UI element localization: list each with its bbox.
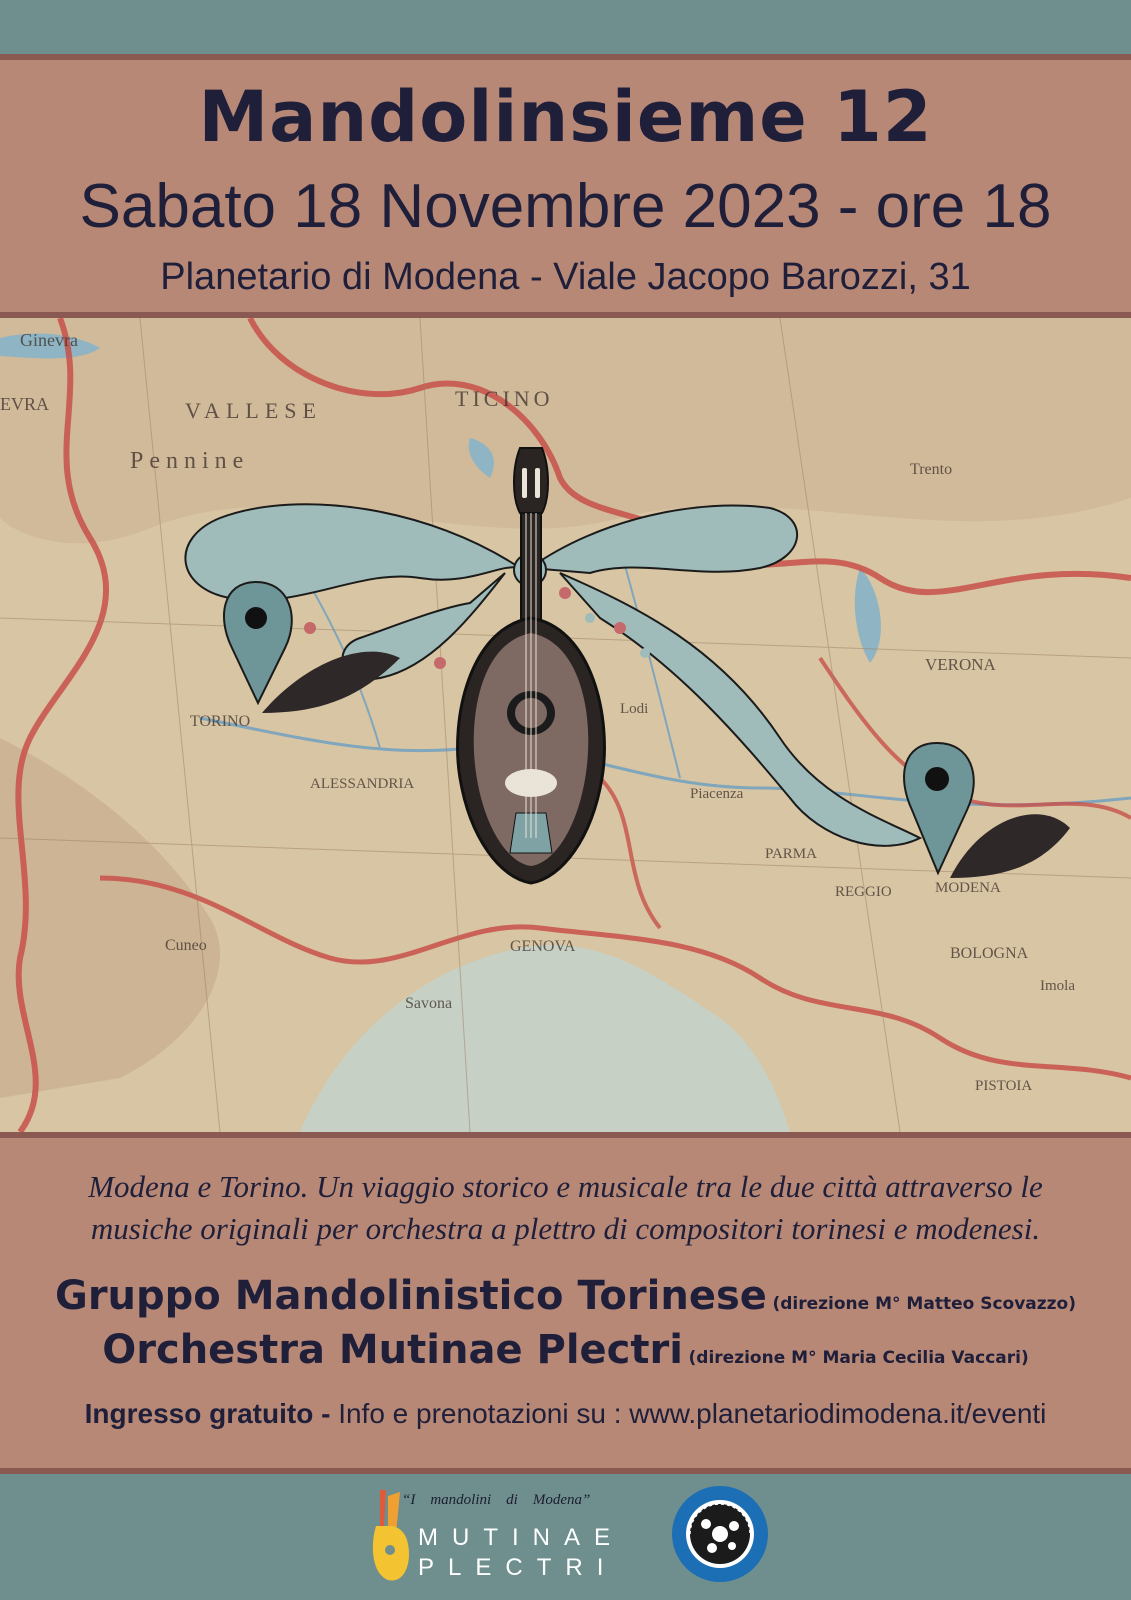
map-label: TICINO	[455, 386, 554, 411]
footer-band	[0, 1474, 1131, 1600]
event-description	[46, 1166, 1086, 1250]
map-label: Savona	[405, 995, 453, 1012]
map-label: REGGIO	[835, 884, 892, 900]
map-label: TORINO	[190, 713, 251, 730]
planetario-seal-icon	[670, 1484, 770, 1584]
group-1-name: Gruppo Mandolinistico Torinese	[54, 1273, 767, 1319]
map-label: Lodi	[620, 701, 649, 717]
map-label: MODENA	[935, 880, 1001, 896]
map-label: ALESSANDRIA	[310, 776, 415, 792]
group-1-director: (direzione M° Matteo Scovazzo)	[772, 1294, 1076, 1314]
map-label: Trento	[910, 461, 953, 478]
header-panel	[0, 54, 1131, 318]
info-panel	[0, 1132, 1131, 1474]
entry-free-label: Ingresso gratuito -	[84, 1398, 331, 1429]
map-label: EVRA	[0, 394, 49, 414]
entry-booking-info: Info e prenotazioni su : www.planetariodimodena.it/eventi	[338, 1398, 1047, 1429]
description-line-2: musiche originali per orchestra a plettro di compositori torinesi e modenesi.	[90, 1211, 1041, 1246]
map-label: PISTOIA	[975, 1078, 1033, 1094]
entry-info	[0, 1398, 1131, 1430]
map-label: VALLESE	[185, 398, 322, 423]
map-label: Piacenza	[690, 786, 744, 802]
map-label: VERONA	[925, 655, 996, 674]
mutinae-plectri-logo	[370, 1486, 650, 1586]
group-2-director: (direzione M° Maria Cecilia Vaccari)	[688, 1348, 1029, 1368]
map-illustration	[0, 318, 1131, 1132]
event-date: Sabato 18 Novembre 2023 - ore 18	[79, 172, 1052, 241]
description-line-1: Modena e Torino. Un viaggio storico e musicale tra le due città attraverso le	[88, 1169, 1043, 1204]
event-location: Planetario di Modena - Viale Jacopo Barozzi, 31	[160, 256, 971, 298]
logo-quote: “I mandolini di Modena”	[402, 1492, 591, 1508]
event-title: Mandolinsieme 12	[198, 76, 933, 158]
planetario-logo	[670, 1484, 770, 1588]
map-label: Ginevra	[20, 330, 78, 350]
group-2-name: Orchestra Mutinae Plectri	[102, 1327, 683, 1373]
logo-text-plectri: PLECTRI	[418, 1554, 618, 1581]
top-band	[0, 0, 1131, 54]
group-1	[0, 1273, 1131, 1319]
map-label: PARMA	[765, 846, 817, 862]
map-label: Cuneo	[165, 937, 207, 954]
map-label: GENOVA	[510, 938, 576, 955]
map-label: Imola	[1040, 978, 1075, 994]
group-2	[0, 1327, 1131, 1373]
map-label: BOLOGNA	[950, 945, 1029, 962]
logo-text-mutinae: MUTINAE	[418, 1524, 624, 1551]
map-canvas	[0, 318, 1131, 1132]
map-label: Pennine	[130, 448, 250, 474]
